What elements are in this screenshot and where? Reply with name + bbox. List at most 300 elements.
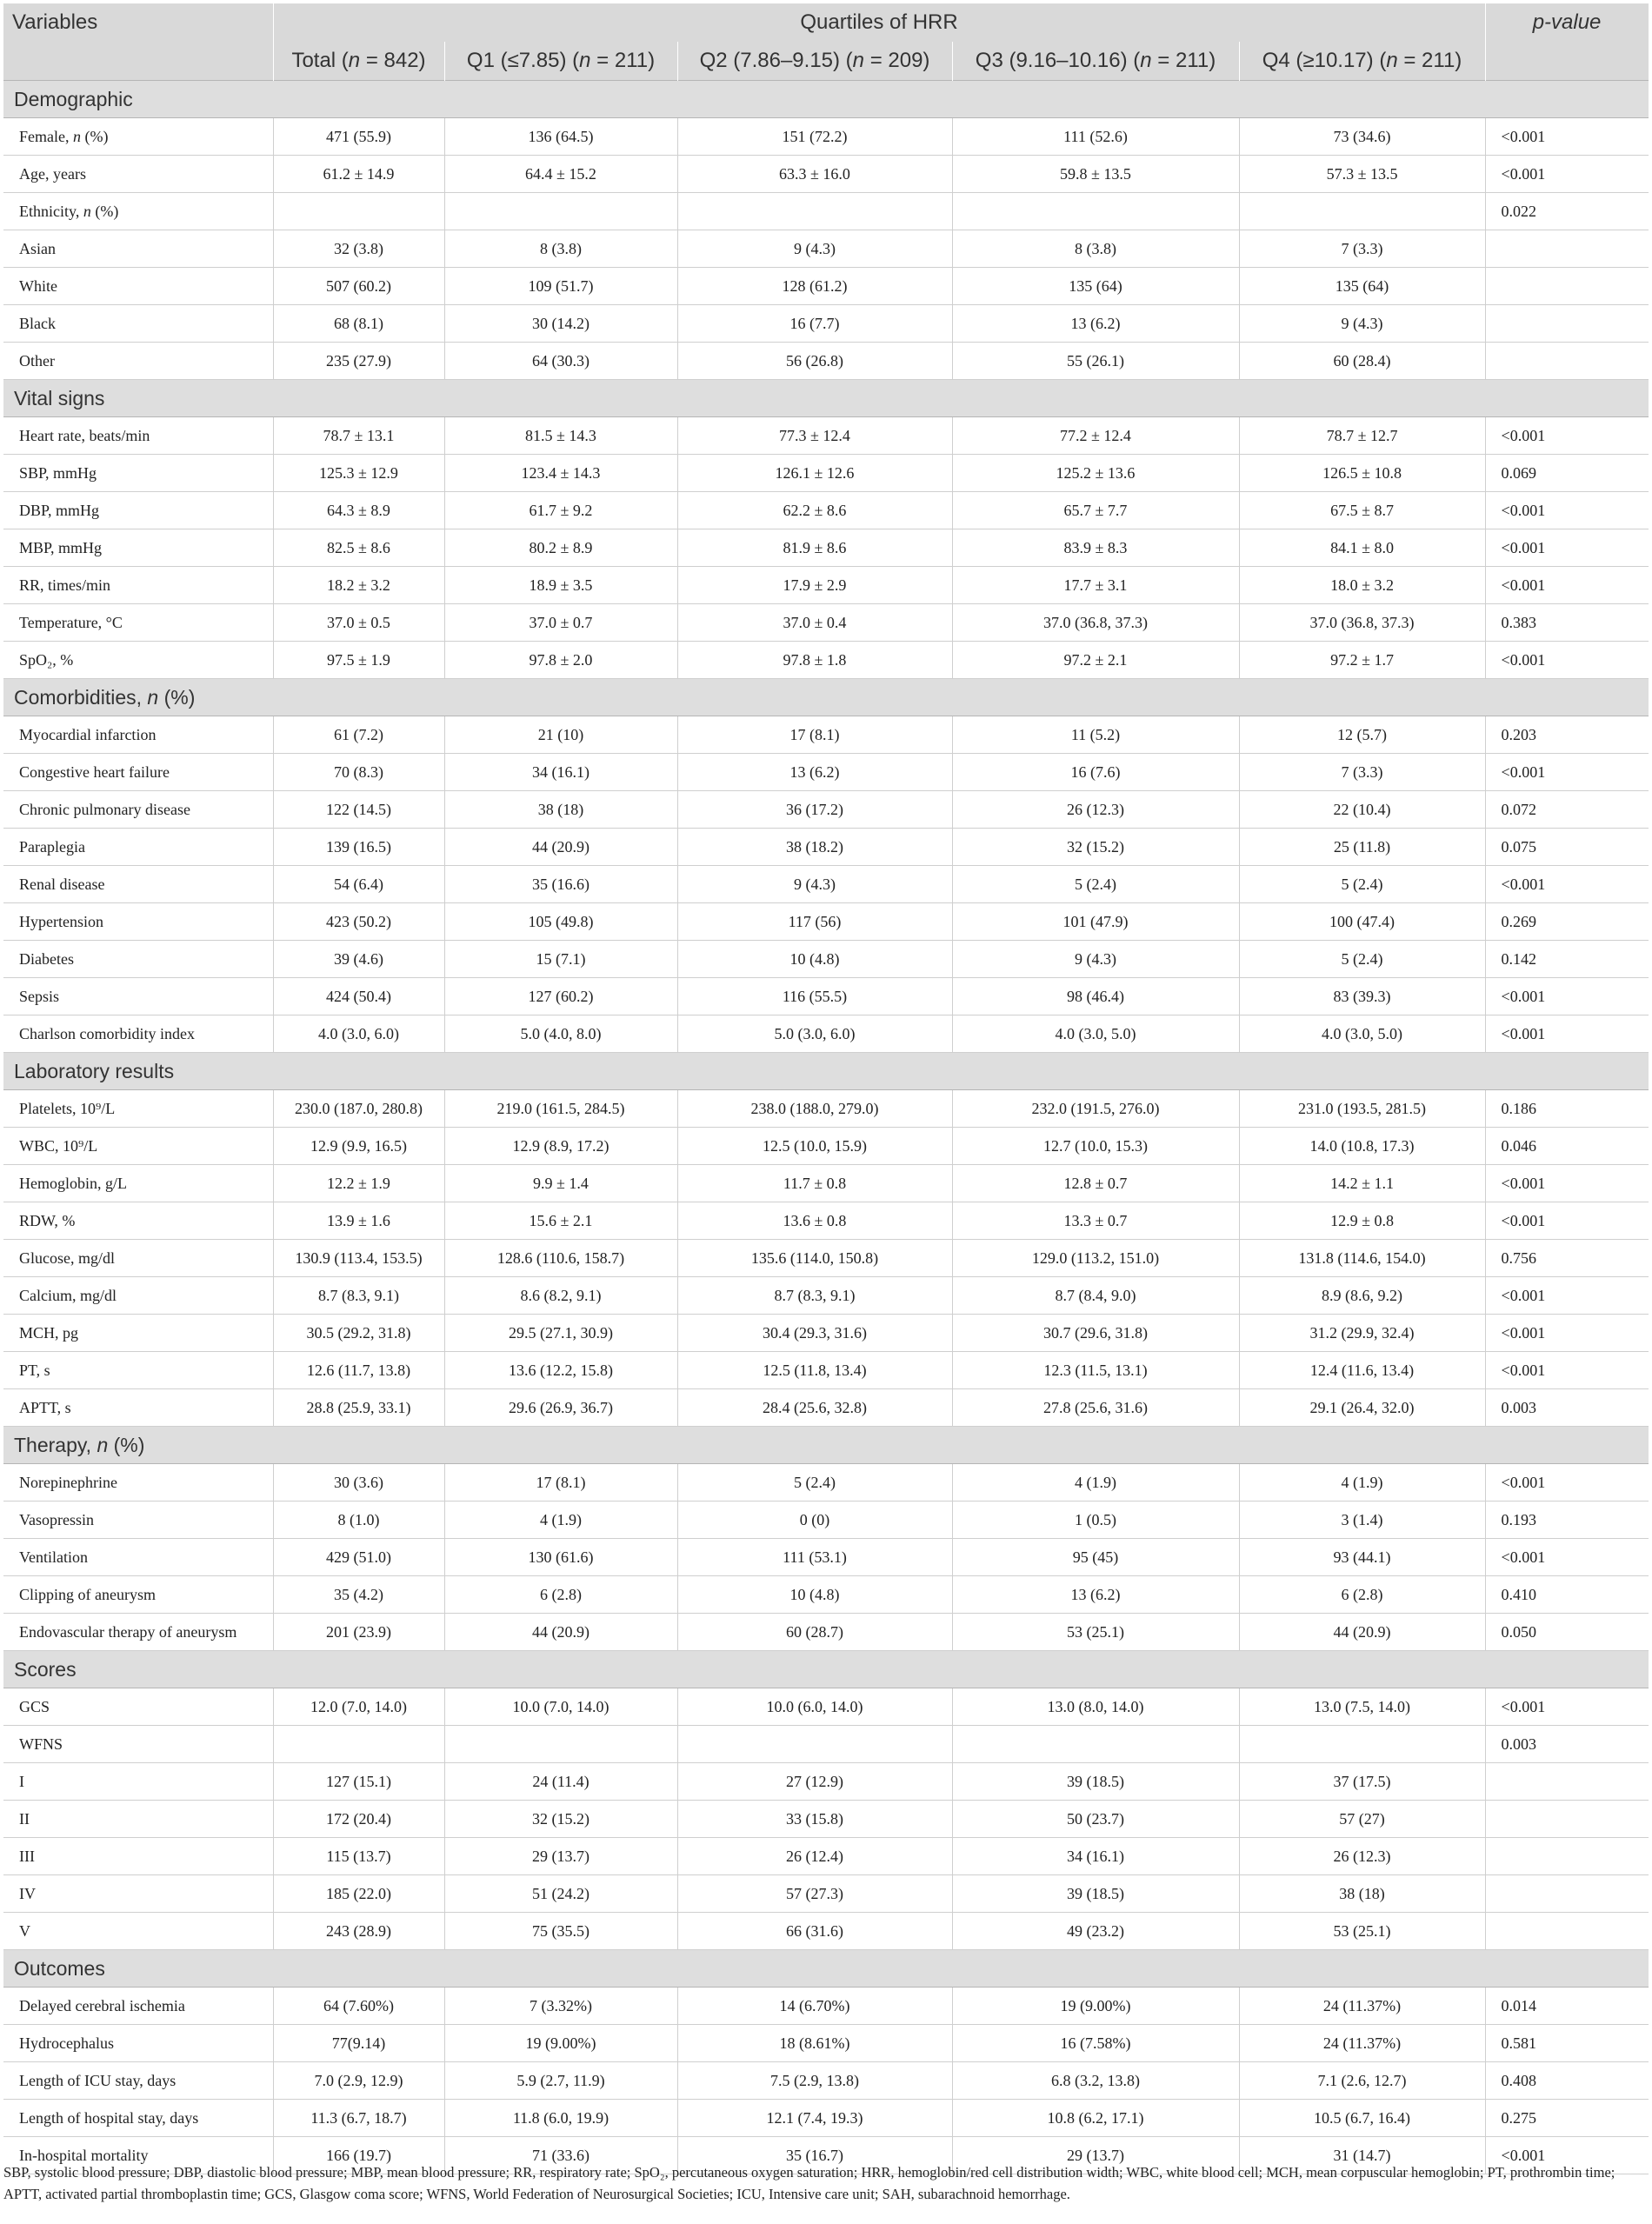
table-row bbox=[3, 2062, 1649, 2100]
row-label: Sepsis bbox=[3, 978, 273, 1015]
cell-pvalue bbox=[1485, 230, 1649, 268]
cell-value: 64 (7.60%) bbox=[273, 1988, 444, 2025]
cell-value: 3 (1.4) bbox=[1239, 1502, 1485, 1539]
table-row bbox=[3, 903, 1649, 941]
cell-value: 18.9 ± 3.5 bbox=[444, 567, 677, 604]
table-row bbox=[3, 604, 1649, 642]
row-label: Calcium, mg/dl bbox=[3, 1277, 273, 1315]
table-row bbox=[3, 829, 1649, 866]
table-row bbox=[3, 1352, 1649, 1389]
cell-value: 13.6 ± 0.8 bbox=[677, 1202, 952, 1240]
table-row bbox=[3, 754, 1649, 791]
table-row bbox=[3, 1838, 1649, 1875]
row-label: SpO₂, % bbox=[3, 642, 273, 679]
cell-value: 8.9 (8.6, 9.2) bbox=[1239, 1277, 1485, 1315]
cell-value: 131.8 (114.6, 154.0) bbox=[1239, 1240, 1485, 1277]
table-row bbox=[3, 1763, 1649, 1801]
header-col-q4: Q4 (≥10.17) (n = 211) bbox=[1239, 42, 1485, 81]
row-label: RDW, % bbox=[3, 1202, 273, 1240]
cell-pvalue: 0.408 bbox=[1485, 2062, 1649, 2100]
cell-value: 18.0 ± 3.2 bbox=[1239, 567, 1485, 604]
cell-value: 29.5 (27.1, 30.9) bbox=[444, 1315, 677, 1352]
cell-value: 4 (1.9) bbox=[444, 1502, 677, 1539]
table-row bbox=[3, 1614, 1649, 1651]
cell-pvalue bbox=[1485, 1838, 1649, 1875]
row-label: Other bbox=[3, 343, 273, 380]
cell-value: 13 (6.2) bbox=[952, 305, 1239, 343]
cell-pvalue: <0.001 bbox=[1485, 1464, 1649, 1502]
table-row bbox=[3, 492, 1649, 529]
cell-value: 44 (20.9) bbox=[444, 829, 677, 866]
cell-value: 127 (15.1) bbox=[273, 1763, 444, 1801]
cell-value: 423 (50.2) bbox=[273, 903, 444, 941]
cell-value: 24 (11.4) bbox=[444, 1763, 677, 1801]
table-row bbox=[3, 1389, 1649, 1427]
cell-value: 4 (1.9) bbox=[952, 1464, 1239, 1502]
table-row bbox=[3, 1315, 1649, 1352]
cell-pvalue: 0.756 bbox=[1485, 1240, 1649, 1277]
cell-value: 26 (12.3) bbox=[952, 791, 1239, 829]
cell-value: 232.0 (191.5, 276.0) bbox=[952, 1090, 1239, 1128]
cell-value: 8 (3.8) bbox=[444, 230, 677, 268]
table-row bbox=[3, 455, 1649, 492]
cell-value: 34 (16.1) bbox=[952, 1838, 1239, 1875]
row-label: In-hospital mortality bbox=[3, 2137, 273, 2174]
cell-value: 57 (27.3) bbox=[677, 1875, 952, 1913]
row-label: MBP, mmHg bbox=[3, 529, 273, 567]
table-row bbox=[3, 1240, 1649, 1277]
cell-pvalue bbox=[1485, 1801, 1649, 1838]
table-row bbox=[3, 1090, 1649, 1128]
row-label: Endovascular therapy of aneurysm bbox=[3, 1614, 273, 1651]
table-row bbox=[3, 1128, 1649, 1165]
section-title: Comorbidities, n (%) bbox=[3, 679, 1649, 716]
cell-value: 13.3 ± 0.7 bbox=[952, 1202, 1239, 1240]
cell-value: 12.7 (10.0, 15.3) bbox=[952, 1128, 1239, 1165]
cell-value: 116 (55.5) bbox=[677, 978, 952, 1015]
cell-value: 12.9 (9.9, 16.5) bbox=[273, 1128, 444, 1165]
cell-value: 129.0 (113.2, 151.0) bbox=[952, 1240, 1239, 1277]
cell-value: 39 (18.5) bbox=[952, 1763, 1239, 1801]
cell-value: 37.0 (36.8, 37.3) bbox=[952, 604, 1239, 642]
cell-pvalue: <0.001 bbox=[1485, 1315, 1649, 1352]
cell-value: 28.8 (25.9, 33.1) bbox=[273, 1389, 444, 1427]
cell-value: 8 (1.0) bbox=[273, 1502, 444, 1539]
cell-value: 27 (12.9) bbox=[677, 1763, 952, 1801]
cell-value bbox=[273, 193, 444, 230]
cell-value: 70 (8.3) bbox=[273, 754, 444, 791]
cell-value: 25 (11.8) bbox=[1239, 829, 1485, 866]
row-label: DBP, mmHg bbox=[3, 492, 273, 529]
table-row bbox=[3, 1726, 1649, 1763]
cell-value: 17 (8.1) bbox=[677, 716, 952, 754]
row-label: V bbox=[3, 1913, 273, 1950]
table-row bbox=[3, 118, 1649, 156]
cell-value: 9.9 ± 1.4 bbox=[444, 1165, 677, 1202]
cell-value: 507 (60.2) bbox=[273, 268, 444, 305]
table-row bbox=[3, 1165, 1649, 1202]
row-label: I bbox=[3, 1763, 273, 1801]
cell-value: 62.2 ± 8.6 bbox=[677, 492, 952, 529]
cell-value: 31.2 (29.9, 32.4) bbox=[1239, 1315, 1485, 1352]
section-title: Therapy, n (%) bbox=[3, 1427, 1649, 1464]
cell-value: 12.5 (10.0, 15.9) bbox=[677, 1128, 952, 1165]
cell-value: 111 (52.6) bbox=[952, 118, 1239, 156]
cell-value: 82.5 ± 8.6 bbox=[273, 529, 444, 567]
cell-value: 27.8 (25.6, 31.6) bbox=[952, 1389, 1239, 1427]
cell-value: 38 (18) bbox=[444, 791, 677, 829]
cell-value: 37.0 (36.8, 37.3) bbox=[1239, 604, 1485, 642]
cell-value: 19 (9.00%) bbox=[444, 2025, 677, 2062]
cell-value: 36 (17.2) bbox=[677, 791, 952, 829]
section-title: Scores bbox=[3, 1651, 1649, 1688]
row-label: White bbox=[3, 268, 273, 305]
row-label: Asian bbox=[3, 230, 273, 268]
cell-value: 7 (3.32%) bbox=[444, 1988, 677, 2025]
cell-value: 4 (1.9) bbox=[1239, 1464, 1485, 1502]
cell-value: 67.5 ± 8.7 bbox=[1239, 492, 1485, 529]
cell-pvalue: <0.001 bbox=[1485, 1277, 1649, 1315]
cell-value: 135 (64) bbox=[952, 268, 1239, 305]
section-row bbox=[3, 1053, 1649, 1090]
cell-value: 30.5 (29.2, 31.8) bbox=[273, 1315, 444, 1352]
cell-value: 97.8 ± 2.0 bbox=[444, 642, 677, 679]
cell-value: 30 (14.2) bbox=[444, 305, 677, 343]
table-row bbox=[3, 1988, 1649, 2025]
cell-value: 8.7 (8.4, 9.0) bbox=[952, 1277, 1239, 1315]
row-label: Length of ICU stay, days bbox=[3, 2062, 273, 2100]
cell-value: 9 (4.3) bbox=[952, 941, 1239, 978]
row-label: Vasopressin bbox=[3, 1502, 273, 1539]
cell-value: 38 (18) bbox=[1239, 1875, 1485, 1913]
header-group-title: Quartiles of HRR bbox=[273, 3, 1485, 42]
cell-value: 83 (39.3) bbox=[1239, 978, 1485, 1015]
section-row bbox=[3, 1950, 1649, 1988]
cell-value: 37.0 ± 0.5 bbox=[273, 604, 444, 642]
row-label: Female, n (%) bbox=[3, 118, 273, 156]
cell-value: 6 (2.8) bbox=[444, 1576, 677, 1614]
cell-pvalue: 0.383 bbox=[1485, 604, 1649, 642]
cell-value bbox=[444, 193, 677, 230]
cell-value: 17.7 ± 3.1 bbox=[952, 567, 1239, 604]
cell-value: 7 (3.3) bbox=[1239, 754, 1485, 791]
cell-value: 9 (4.3) bbox=[1239, 305, 1485, 343]
cell-value: 73 (34.6) bbox=[1239, 118, 1485, 156]
cell-value: 77.2 ± 12.4 bbox=[952, 417, 1239, 455]
cell-value: 4.0 (3.0, 5.0) bbox=[952, 1015, 1239, 1053]
cell-value: 136 (64.5) bbox=[444, 118, 677, 156]
cell-value: 19 (9.00%) bbox=[952, 1988, 1239, 2025]
cell-value: 35 (4.2) bbox=[273, 1576, 444, 1614]
cell-value: 26 (12.3) bbox=[1239, 1838, 1485, 1875]
row-label: Length of hospital stay, days bbox=[3, 2100, 273, 2137]
cell-value: 8.6 (8.2, 9.1) bbox=[444, 1277, 677, 1315]
cell-value: 185 (22.0) bbox=[273, 1875, 444, 1913]
cell-value: 5 (2.4) bbox=[1239, 866, 1485, 903]
section-row bbox=[3, 81, 1649, 118]
cell-value: 125.3 ± 12.9 bbox=[273, 455, 444, 492]
cell-value: 16 (7.6) bbox=[952, 754, 1239, 791]
row-label: Diabetes bbox=[3, 941, 273, 978]
cell-value: 31 (14.7) bbox=[1239, 2137, 1485, 2174]
cell-value: 166 (19.7) bbox=[273, 2137, 444, 2174]
cell-value: 126.5 ± 10.8 bbox=[1239, 455, 1485, 492]
row-label: Platelets, 10⁹/L bbox=[3, 1090, 273, 1128]
header-col-q3: Q3 (9.16–10.16) (n = 211) bbox=[952, 42, 1239, 81]
cell-pvalue: <0.001 bbox=[1485, 156, 1649, 193]
header-variables: Variables bbox=[3, 3, 273, 42]
cell-value: 4.0 (3.0, 5.0) bbox=[1239, 1015, 1485, 1053]
cell-value: 32 (15.2) bbox=[444, 1801, 677, 1838]
cell-value: 54 (6.4) bbox=[273, 866, 444, 903]
cell-value: 4.0 (3.0, 6.0) bbox=[273, 1015, 444, 1053]
cell-value: 21 (10) bbox=[444, 716, 677, 754]
cell-value: 12.8 ± 0.7 bbox=[952, 1165, 1239, 1202]
cell-value: 238.0 (188.0, 279.0) bbox=[677, 1090, 952, 1128]
section-row bbox=[3, 1651, 1649, 1688]
table-row bbox=[3, 305, 1649, 343]
cell-value: 37 (17.5) bbox=[1239, 1763, 1485, 1801]
cell-value: 429 (51.0) bbox=[273, 1539, 444, 1576]
cell-value: 98 (46.4) bbox=[952, 978, 1239, 1015]
cell-value: 201 (23.9) bbox=[273, 1614, 444, 1651]
cell-value: 115 (13.7) bbox=[273, 1838, 444, 1875]
cell-pvalue bbox=[1485, 1763, 1649, 1801]
cell-pvalue: <0.001 bbox=[1485, 529, 1649, 567]
cell-value: 16 (7.7) bbox=[677, 305, 952, 343]
cell-value: 75 (35.5) bbox=[444, 1913, 677, 1950]
header-blank-p bbox=[1485, 42, 1649, 81]
cell-pvalue bbox=[1485, 1875, 1649, 1913]
cell-value: 66 (31.6) bbox=[677, 1913, 952, 1950]
section-row bbox=[3, 679, 1649, 716]
cell-value: 13.0 (8.0, 14.0) bbox=[952, 1688, 1239, 1726]
cell-pvalue: 0.410 bbox=[1485, 1576, 1649, 1614]
cell-value: 68 (8.1) bbox=[273, 305, 444, 343]
cell-value: 5.9 (2.7, 11.9) bbox=[444, 2062, 677, 2100]
header-pvalue-text: p-value bbox=[1532, 10, 1602, 34]
cell-pvalue: 0.193 bbox=[1485, 1502, 1649, 1539]
row-label: Ethnicity, n (%) bbox=[3, 193, 273, 230]
row-label: Renal disease bbox=[3, 866, 273, 903]
cell-value: 57.3 ± 13.5 bbox=[1239, 156, 1485, 193]
cell-value: 77(9.14) bbox=[273, 2025, 444, 2062]
cell-pvalue: 0.003 bbox=[1485, 1389, 1649, 1427]
table-row bbox=[3, 156, 1649, 193]
row-label: Delayed cerebral ischemia bbox=[3, 1988, 273, 2025]
cell-value: 128.6 (110.6, 158.7) bbox=[444, 1240, 677, 1277]
cell-value: 9 (4.3) bbox=[677, 866, 952, 903]
cell-value: 5 (2.4) bbox=[677, 1464, 952, 1502]
cell-value: 38 (18.2) bbox=[677, 829, 952, 866]
table-container bbox=[3, 3, 1649, 2174]
row-label: Norepinephrine bbox=[3, 1464, 273, 1502]
cell-value: 135.6 (114.0, 150.8) bbox=[677, 1240, 952, 1277]
cell-value: 37.0 ± 0.7 bbox=[444, 604, 677, 642]
cell-value: 64 (30.3) bbox=[444, 343, 677, 380]
row-label: WBC, 10⁹/L bbox=[3, 1128, 273, 1165]
row-label: MCH, pg bbox=[3, 1315, 273, 1352]
cell-value: 29 (13.7) bbox=[952, 2137, 1239, 2174]
cell-value: 122 (14.5) bbox=[273, 791, 444, 829]
cell-value: 61.7 ± 9.2 bbox=[444, 492, 677, 529]
section-row bbox=[3, 1427, 1649, 1464]
row-label: III bbox=[3, 1838, 273, 1875]
cell-value: 37.0 ± 0.4 bbox=[677, 604, 952, 642]
cell-value: 13.9 ± 1.6 bbox=[273, 1202, 444, 1240]
row-label: WFNS bbox=[3, 1726, 273, 1763]
table-row bbox=[3, 1015, 1649, 1053]
cell-value: 44 (20.9) bbox=[1239, 1614, 1485, 1651]
table-row bbox=[3, 1576, 1649, 1614]
cell-value bbox=[677, 1726, 952, 1763]
cell-value: 12.3 (11.5, 13.1) bbox=[952, 1352, 1239, 1389]
row-label: PT, s bbox=[3, 1352, 273, 1389]
cell-value: 65.7 ± 7.7 bbox=[952, 492, 1239, 529]
table-row bbox=[3, 193, 1649, 230]
cell-value: 30 (3.6) bbox=[273, 1464, 444, 1502]
cell-value: 59.8 ± 13.5 bbox=[952, 156, 1239, 193]
cell-pvalue: <0.001 bbox=[1485, 642, 1649, 679]
table-header bbox=[3, 3, 1649, 81]
cell-pvalue: <0.001 bbox=[1485, 1165, 1649, 1202]
cell-value: 97.8 ± 1.8 bbox=[677, 642, 952, 679]
cell-value: 97.2 ± 2.1 bbox=[952, 642, 1239, 679]
cell-value: 95 (45) bbox=[952, 1539, 1239, 1576]
cell-value: 10.0 (7.0, 14.0) bbox=[444, 1688, 677, 1726]
section-title: Demographic bbox=[3, 81, 1649, 118]
table-row bbox=[3, 1913, 1649, 1950]
row-label: II bbox=[3, 1801, 273, 1838]
cell-value: 151 (72.2) bbox=[677, 118, 952, 156]
cell-value: 0 (0) bbox=[677, 1502, 952, 1539]
cell-value: 24 (11.37%) bbox=[1239, 1988, 1485, 2025]
cell-pvalue bbox=[1485, 305, 1649, 343]
table-row bbox=[3, 343, 1649, 380]
cell-value: 12 (5.7) bbox=[1239, 716, 1485, 754]
cell-value: 12.4 (11.6, 13.4) bbox=[1239, 1352, 1485, 1389]
cell-pvalue: 0.072 bbox=[1485, 791, 1649, 829]
cell-value: 17 (8.1) bbox=[444, 1464, 677, 1502]
cell-value: 8.7 (8.3, 9.1) bbox=[273, 1277, 444, 1315]
row-label: APTT, s bbox=[3, 1389, 273, 1427]
cell-value: 97.2 ± 1.7 bbox=[1239, 642, 1485, 679]
cell-pvalue: 0.069 bbox=[1485, 455, 1649, 492]
cell-pvalue: <0.001 bbox=[1485, 417, 1649, 455]
cell-pvalue: <0.001 bbox=[1485, 1352, 1649, 1389]
cell-value: 80.2 ± 8.9 bbox=[444, 529, 677, 567]
cell-pvalue: <0.001 bbox=[1485, 567, 1649, 604]
cell-value: 71 (33.6) bbox=[444, 2137, 677, 2174]
cell-value: 12.6 (11.7, 13.8) bbox=[273, 1352, 444, 1389]
cell-value: 11.8 (6.0, 19.9) bbox=[444, 2100, 677, 2137]
row-label: Chronic pulmonary disease bbox=[3, 791, 273, 829]
cell-value: 243 (28.9) bbox=[273, 1913, 444, 1950]
cell-value: 123.4 ± 14.3 bbox=[444, 455, 677, 492]
cell-value: 231.0 (193.5, 281.5) bbox=[1239, 1090, 1485, 1128]
table-row bbox=[3, 1875, 1649, 1913]
cell-value: 56 (26.8) bbox=[677, 343, 952, 380]
row-label: Myocardial infarction bbox=[3, 716, 273, 754]
cell-value: 1 (0.5) bbox=[952, 1502, 1239, 1539]
header-col-q2: Q2 (7.86–9.15) (n = 209) bbox=[677, 42, 952, 81]
cell-value: 13 (6.2) bbox=[952, 1576, 1239, 1614]
cell-value: 18.2 ± 3.2 bbox=[273, 567, 444, 604]
cell-value: 64.3 ± 8.9 bbox=[273, 492, 444, 529]
cell-value: 101 (47.9) bbox=[952, 903, 1239, 941]
cell-pvalue: <0.001 bbox=[1485, 1202, 1649, 1240]
cell-value: 424 (50.4) bbox=[273, 978, 444, 1015]
table-row bbox=[3, 2100, 1649, 2137]
cell-value: 30.4 (29.3, 31.6) bbox=[677, 1315, 952, 1352]
cell-value bbox=[273, 1726, 444, 1763]
cell-value: 6.8 (3.2, 13.8) bbox=[952, 2062, 1239, 2100]
cell-pvalue bbox=[1485, 343, 1649, 380]
table-row bbox=[3, 1688, 1649, 1726]
cell-pvalue: 0.269 bbox=[1485, 903, 1649, 941]
cell-value: 97.5 ± 1.9 bbox=[273, 642, 444, 679]
cell-value: 44 (20.9) bbox=[444, 1614, 677, 1651]
cell-value: 6 (2.8) bbox=[1239, 1576, 1485, 1614]
cell-pvalue: 0.003 bbox=[1485, 1726, 1649, 1763]
cell-pvalue: <0.001 bbox=[1485, 1688, 1649, 1726]
cell-value: 5.0 (3.0, 6.0) bbox=[677, 1015, 952, 1053]
cell-value: 49 (23.2) bbox=[952, 1913, 1239, 1950]
cell-pvalue: <0.001 bbox=[1485, 492, 1649, 529]
cell-value: 29.1 (26.4, 32.0) bbox=[1239, 1389, 1485, 1427]
cell-value: 29.6 (26.9, 36.7) bbox=[444, 1389, 677, 1427]
cell-value: 13 (6.2) bbox=[677, 754, 952, 791]
cell-value: 78.7 ± 12.7 bbox=[1239, 417, 1485, 455]
table-row bbox=[3, 941, 1649, 978]
row-label: Black bbox=[3, 305, 273, 343]
cell-pvalue: 0.014 bbox=[1485, 1988, 1649, 2025]
cell-value: 55 (26.1) bbox=[952, 343, 1239, 380]
cell-value: 28.4 (25.6, 32.8) bbox=[677, 1389, 952, 1427]
cell-value: 81.5 ± 14.3 bbox=[444, 417, 677, 455]
cell-value: 7 (3.3) bbox=[1239, 230, 1485, 268]
cell-value bbox=[952, 193, 1239, 230]
cell-value: 471 (55.9) bbox=[273, 118, 444, 156]
header-pvalue bbox=[1485, 3, 1649, 42]
table-row bbox=[3, 529, 1649, 567]
cell-pvalue bbox=[1485, 268, 1649, 305]
cell-value: 93 (44.1) bbox=[1239, 1539, 1485, 1576]
table-row bbox=[3, 866, 1649, 903]
cell-value: 15 (7.1) bbox=[444, 941, 677, 978]
cell-value: 29 (13.7) bbox=[444, 1838, 677, 1875]
cell-value: 11.3 (6.7, 18.7) bbox=[273, 2100, 444, 2137]
cell-value: 172 (20.4) bbox=[273, 1801, 444, 1838]
cell-value: 135 (64) bbox=[1239, 268, 1485, 305]
cell-value: 7.1 (2.6, 12.7) bbox=[1239, 2062, 1485, 2100]
row-label: GCS bbox=[3, 1688, 273, 1726]
cell-value: 63.3 ± 16.0 bbox=[677, 156, 952, 193]
cell-pvalue: 0.203 bbox=[1485, 716, 1649, 754]
table-row bbox=[3, 978, 1649, 1015]
cell-value: 61 (7.2) bbox=[273, 716, 444, 754]
cell-value: 10 (4.8) bbox=[677, 941, 952, 978]
cell-value: 13.6 (12.2, 15.8) bbox=[444, 1352, 677, 1389]
table-row bbox=[3, 791, 1649, 829]
table-row bbox=[3, 1277, 1649, 1315]
row-label: Paraplegia bbox=[3, 829, 273, 866]
cell-value: 11.7 ± 0.8 bbox=[677, 1165, 952, 1202]
cell-pvalue: <0.001 bbox=[1485, 866, 1649, 903]
table-row bbox=[3, 1502, 1649, 1539]
cell-value: 12.2 ± 1.9 bbox=[273, 1165, 444, 1202]
cell-value: 10.5 (6.7, 16.4) bbox=[1239, 2100, 1485, 2137]
